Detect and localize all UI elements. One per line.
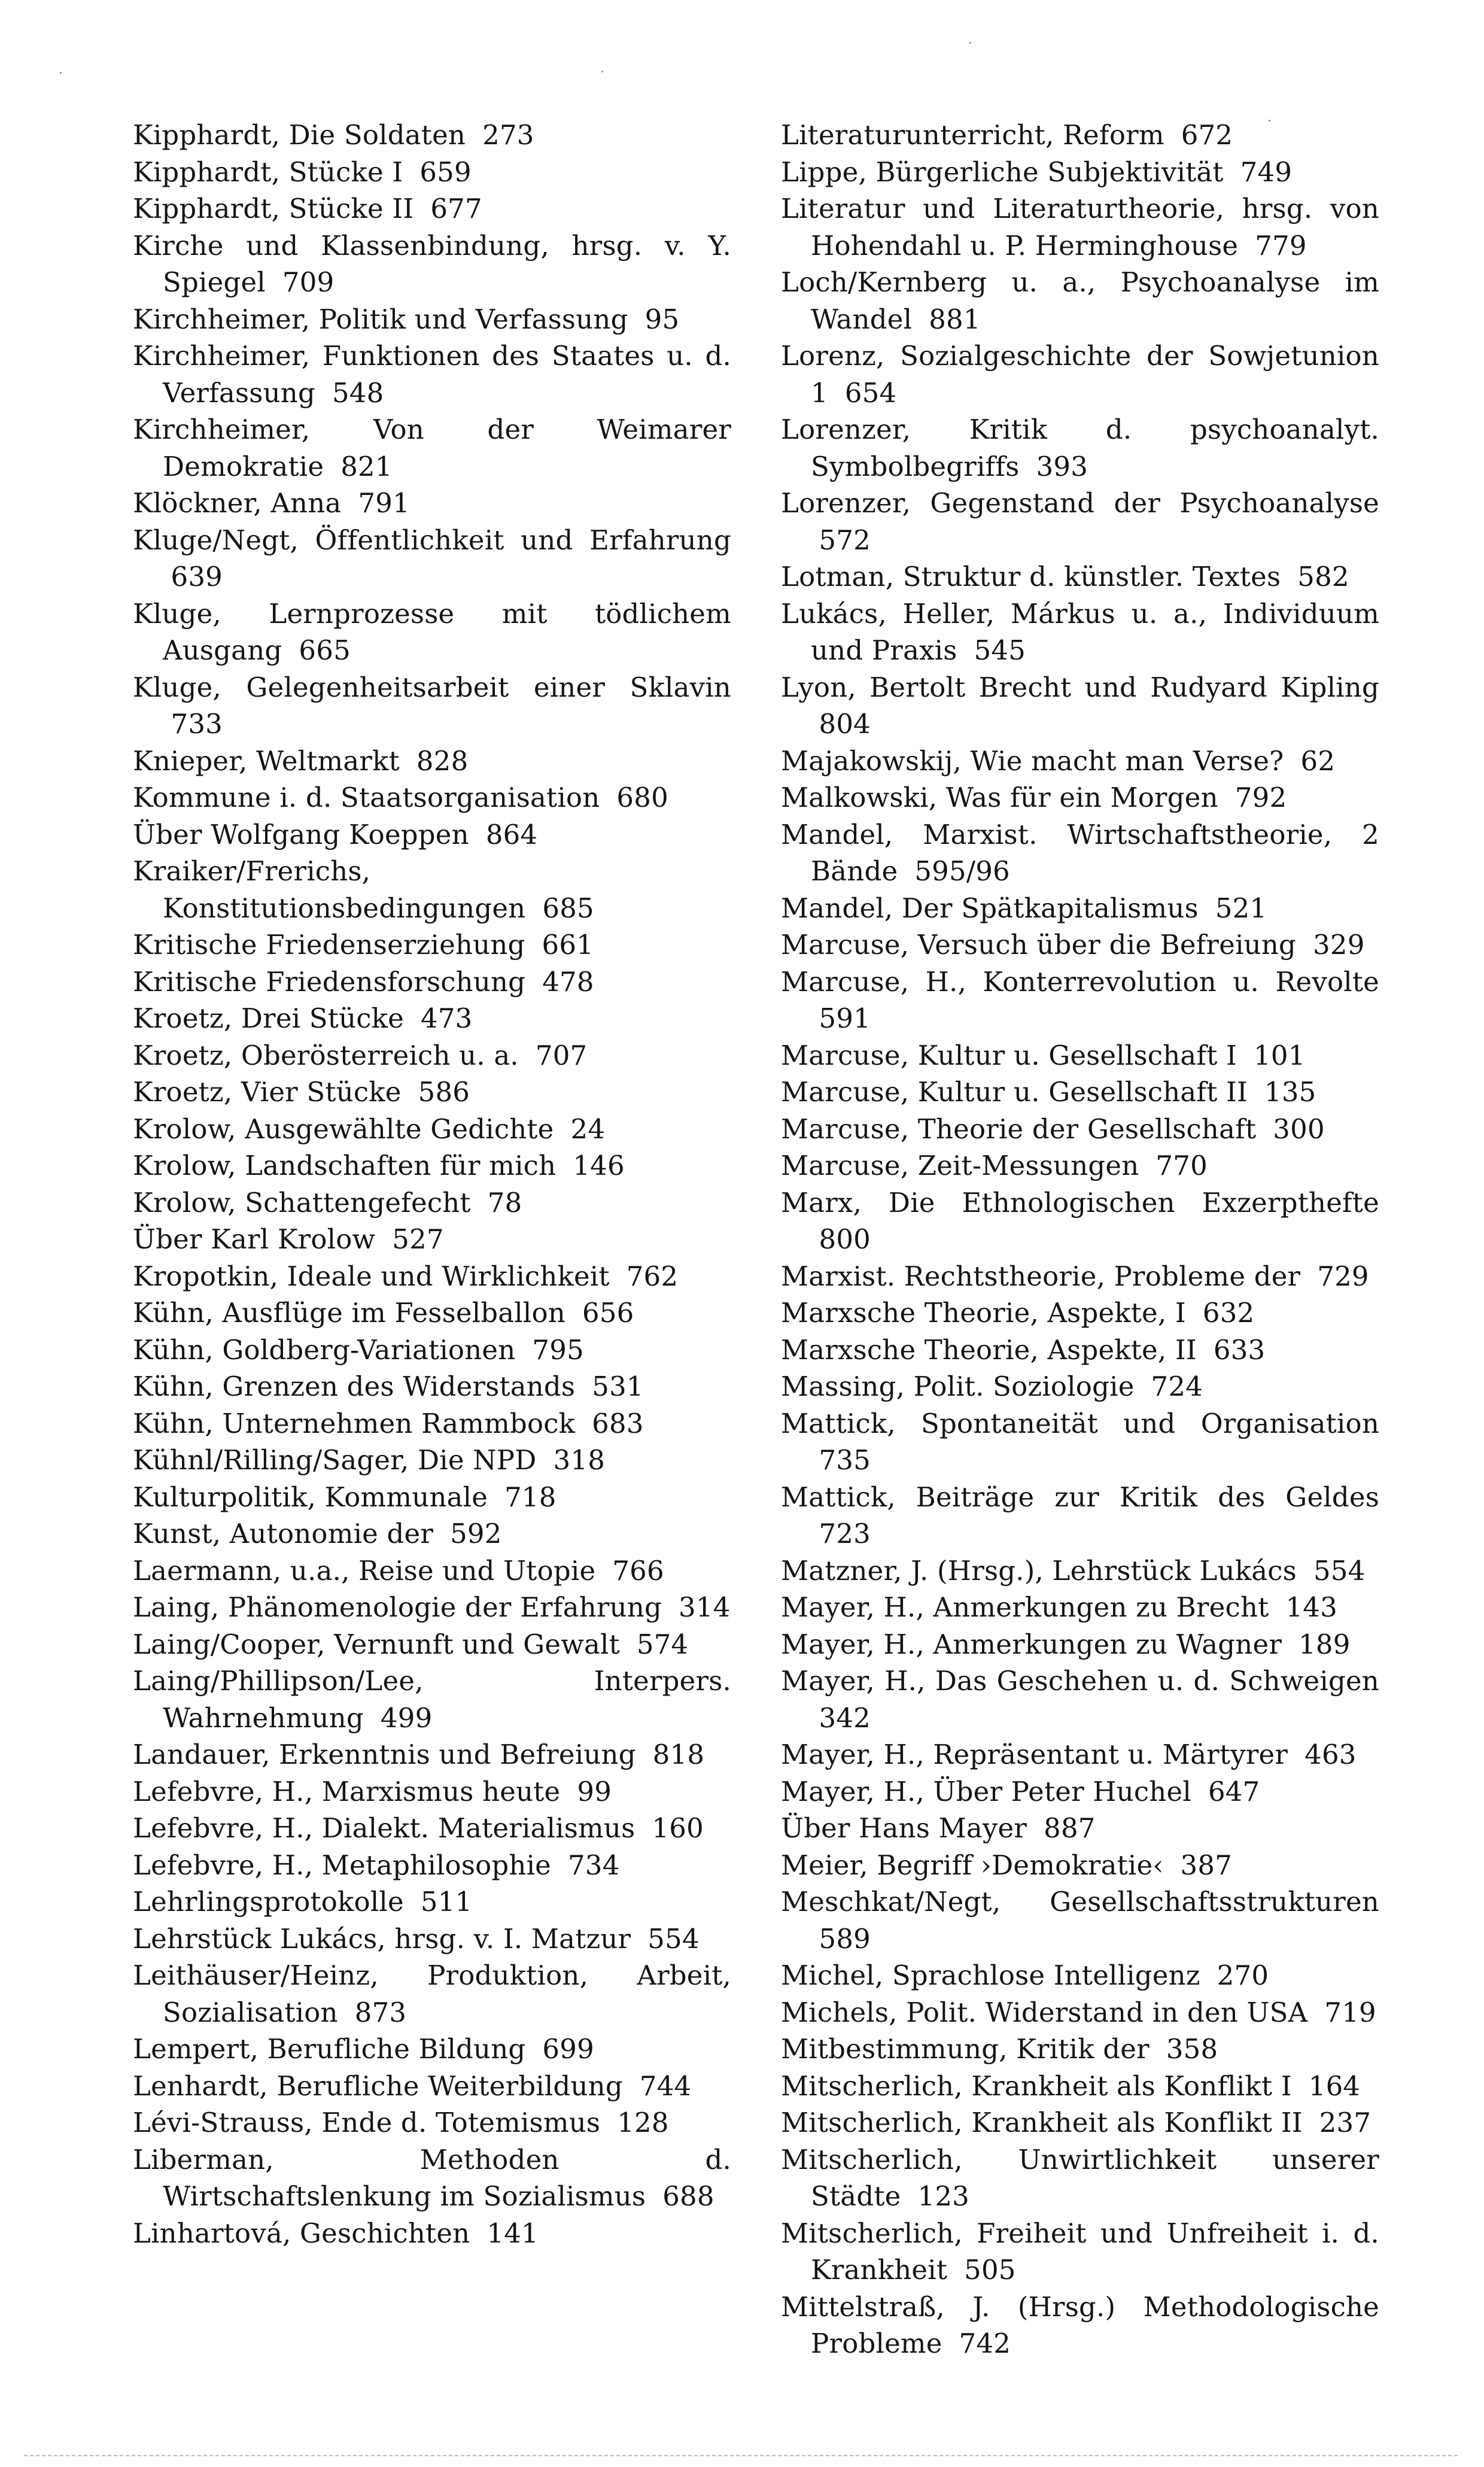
index-entry [781,1736,1379,1773]
entry-title: Kühn, Ausflüge im Fesselballon [133,1297,565,1329]
entry-title: Mattick, Spontaneität und Organisation [781,1407,1379,1439]
index-entry [133,779,731,816]
entry-page-number: 659 [419,156,472,188]
entry-title: Mayer, H., Anmerkungen zu Brecht [781,1591,1269,1623]
entry-title: Kunst, Autonomie der [133,1518,434,1550]
entry-page-number: 592 [450,1518,502,1550]
paper-speck [60,72,62,74]
index-entry [781,1994,1379,2031]
entry-page-number: 582 [1297,561,1349,593]
entry-page-number: 654 [844,376,897,409]
index-entry [133,1552,731,1590]
index-entry [781,485,1379,558]
entry-page-number: 521 [1215,892,1267,924]
entry-title: Mitscherlich, Krankheit als Konflikt II [781,2107,1303,2138]
entry-page-number: 143 [1285,1591,1337,1623]
index-entry [133,1258,731,1295]
entry-page-number: 545 [974,634,1026,666]
entry-title: Marcuse, Zeit-Messungen [781,1150,1139,1181]
entry-page-number: 123 [917,2180,969,2212]
entry-page-number: 95 [644,303,680,335]
entry-page-number: 273 [482,119,534,151]
entry-page-number: 314 [679,1591,731,1623]
entry-page-number: 680 [616,782,668,813]
index-entry [133,2141,731,2215]
entry-title: Kropotkin, Ideale und Wirklichkeit [133,1260,610,1292]
entry-title: Mitbestimmung, Kritik der [781,2033,1150,2065]
index-entry [133,1626,731,1663]
entry-title: Lorenzer, Gegenstand der Psychoanalyse [781,487,1379,519]
index-entry [133,2031,731,2068]
index-entry [781,1589,1379,1626]
index-entry [133,1810,731,1847]
index-entry [781,669,1379,743]
entry-page-number: 141 [486,2217,539,2249]
entry-title: Über Hans Mayer [781,1812,1027,1844]
entry-page-number: 661 [542,929,594,961]
entry-title: Laing/Phillipson/Lee, Interpers. Wahrnehmung [133,1665,731,1734]
entry-page-number: 734 [568,1849,620,1881]
entry-page-number: 164 [1308,2070,1361,2102]
index-entry [781,1258,1379,1295]
entry-title: Majakowskij, Wie macht man Verse? [781,745,1284,777]
index-entry [781,743,1379,780]
index-entry [133,1663,731,1736]
entry-title: Kroetz, Oberösterreich u. a. [133,1039,519,1071]
entry-page-number: 237 [1319,2107,1372,2138]
entry-title: Lempert, Berufliche Bildung [133,2033,526,2065]
entry-page-number: 554 [1313,1554,1366,1587]
index-entry [133,485,731,522]
index-entry [781,1405,1379,1479]
index-entry [133,964,731,1001]
entry-page-number: 729 [1317,1260,1369,1292]
entry-page-number: 688 [662,2180,714,2212]
entry-title: Lefebvre, H., Dialekt. Materialismus [133,1812,635,1844]
entry-title: Marcuse, Versuch über die Befreiung [781,929,1297,961]
entry-page-number: 800 [819,1223,871,1255]
entry-page-number: 160 [652,1812,704,1844]
entry-title: Mitscherlich, Krankheit als Konflikt I [781,2070,1292,2102]
index-entry [781,2141,1379,2215]
index-entry [781,1957,1379,1994]
entry-page-number: 770 [1155,1150,1208,1181]
entry-page-number: 318 [553,1444,606,1476]
entry-page-number: 586 [418,1076,470,1108]
paper-speck [601,71,603,72]
index-entry [781,2031,1379,2068]
entry-title: Laing, Phänomenologie der Erfahrung [133,1591,662,1623]
entry-page-number: 766 [612,1554,664,1587]
entry-page-number: 665 [299,634,351,666]
index-entry [781,1847,1379,1884]
entry-title: Klöckner, Anna [133,487,342,519]
entry-title: Krolow, Schattengefecht [133,1186,471,1219]
entry-page-number: 499 [380,1702,433,1734]
entry-page-number: 699 [542,2033,594,2065]
index-entry [781,1810,1379,1847]
index-entry [781,1663,1379,1736]
entry-page-number: 473 [420,1002,473,1034]
entry-page-number: 791 [358,487,410,519]
entry-page-number: 724 [1151,1371,1203,1402]
entry-page-number: 881 [929,303,981,335]
index-entry [133,1736,731,1773]
entry-page-number: 329 [1313,929,1365,961]
entry-title: Marcuse, H., Konterrevolution u. Revolte [781,965,1379,998]
entry-page-number: 270 [1217,1959,1269,1991]
entry-title: Literaturunterricht, Reform [781,119,1164,151]
entry-title: Landauer, Erkenntnis und Befreiung [133,1739,636,1770]
index-column-left [133,117,731,2252]
entry-page-number: 633 [1213,1333,1266,1366]
index-entry [133,743,731,780]
index-entry [133,1332,731,1369]
entry-page-number: 647 [1208,1775,1260,1807]
entry-page-number: 744 [639,2070,692,2102]
entry-title: Kluge/Negt, Öffentlichkeit und Erfahrung [133,524,731,556]
entry-page-number: 574 [636,1628,689,1660]
index-entry [781,2289,1379,2362]
scan-edge-rule [24,2455,1460,2456]
entry-page-number: 762 [626,1260,679,1292]
entry-title: Kirchheimer, Politik und Verfassung [133,303,628,335]
entry-title: Marxsche Theorie, Aspekte, I [781,1297,1186,1329]
index-entry [133,1147,731,1184]
index-entry [133,411,731,485]
index-entry [133,301,731,338]
index-entry [781,816,1379,890]
index-entry [133,338,731,411]
entry-page-number: 818 [652,1739,705,1770]
index-entry [133,1000,731,1037]
index-entry [781,264,1379,338]
entry-page-number: 632 [1202,1297,1255,1329]
entry-title: Mitscherlich, Freiheit und Unfreiheit i. d. Krankheit [781,2217,1379,2286]
index-entry [133,190,731,227]
entry-title: Liberman, Methoden d. Wirtschaftslenkung im Sozialismus [133,2143,731,2212]
index-entry [781,2068,1379,2105]
entry-title: Kritische Friedenserziehung [133,929,525,961]
index-entry [133,1883,731,1921]
entry-page-number: 101 [1254,1039,1306,1071]
entry-page-number: 478 [542,965,594,998]
entry-title: Lippe, Bürgerliche Subjektivität [781,156,1224,188]
entry-page-number: 828 [416,745,469,777]
entry-title: Kirchheimer, Von der Weimarer Demokratie [133,414,731,482]
entry-page-number: 527 [392,1223,444,1255]
index-entry [781,190,1379,264]
index-entry [781,1883,1379,1957]
entry-title: Linhartová, Geschichten [133,2217,470,2249]
entry-page-number: 511 [420,1886,473,1918]
entry-title: Marcuse, Kultur u. Gesellschaft I [781,1039,1237,1071]
index-entry [133,1368,731,1405]
index-entry [133,853,731,926]
index-entry [781,1295,1379,1332]
entry-page-number: 591 [819,1002,871,1034]
entry-page-number: 62 [1300,745,1336,777]
index-entry [133,1295,731,1332]
index-entry [133,1847,731,1884]
index-entry [133,1111,731,1148]
entry-title: Kühn, Unternehmen Rammbock [133,1407,576,1439]
entry-title: Kommune i. d. Staatsorganisation [133,782,600,813]
entry-page-number: 358 [1166,2033,1218,2065]
entry-page-number: 24 [570,1113,606,1145]
index-entry [781,411,1379,485]
index-entry [781,596,1379,669]
entry-page-number: 821 [340,450,393,482]
entry-title: Kluge, Gelegenheitsarbeit einer Sklavin [133,671,731,703]
entry-title: Mayer, H., Anmerkungen zu Wagner [781,1628,1282,1660]
index-entry [781,2104,1379,2141]
index-entry [781,1773,1379,1810]
entry-page-number: 779 [1255,229,1307,262]
index-entry [133,1221,731,1258]
index-entry [781,2215,1379,2289]
index-entry [133,816,731,853]
entry-title: Lorenzer, Kritik d. psychoanalyt. Symbolbegriffs [781,414,1379,482]
entry-page-number: 572 [819,524,871,556]
index-entry [781,154,1379,191]
entry-page-number: 707 [535,1039,588,1071]
entry-title: Mattick, Beiträge zur Kritik des Geldes [781,1481,1379,1513]
entry-title: Marxist. Rechtstheorie, Probleme der [781,1260,1301,1292]
entry-page-number: 735 [819,1444,871,1476]
entry-title: Lehrlingsprotokolle [133,1886,404,1918]
entry-page-number: 742 [959,2328,1011,2359]
index-entry [133,2068,731,2105]
index-column-right [781,117,1379,2362]
entry-title: Kraiker/Frerichs, Konstitutionsbedingungen [133,855,526,924]
index-entry [133,2104,731,2141]
entry-page-number: 718 [504,1481,556,1513]
index-entry [133,926,731,964]
entry-page-number: 505 [964,2254,1016,2286]
index-entry [133,1074,731,1111]
entry-page-number: 795 [532,1333,584,1366]
index-entry [781,1111,1379,1148]
entry-title: Marx, Die Ethnologischen Exzerpthefte [781,1186,1379,1219]
entry-page-number: 189 [1298,1628,1351,1660]
entry-title: Lukács, Heller, Márkus u. a., Individuum und Praxis [781,597,1379,666]
entry-page-number: 723 [819,1518,871,1550]
entry-page-number: 685 [542,892,594,924]
entry-title: Matzner, J. (Hrsg.), Lehrstück Lukács [781,1554,1297,1587]
entry-title: Malkowski, Was für ein Morgen [781,782,1218,813]
index-entry [133,1773,731,1810]
entry-title: Mayer, H., Das Geschehen u. d. Schweigen [781,1665,1379,1697]
entry-title: Meschkat/Negt, Gesellschaftsstrukturen [781,1886,1379,1918]
index-entry [781,338,1379,411]
index-entry [781,558,1379,596]
entry-title: Laing/Cooper, Vernunft und Gewalt [133,1628,620,1660]
index-entry [781,1368,1379,1405]
entry-page-number: 719 [1324,1996,1376,2028]
entry-page-number: 128 [617,2107,669,2138]
entry-title: Kroetz, Drei Stücke [133,1002,404,1034]
entry-page-number: 589 [819,1922,871,1955]
index-entry [133,1405,731,1442]
entry-title: Lorenz, Sozialgeschichte der Sowjetunion 1 [781,340,1379,409]
index-entry [133,1515,731,1552]
entry-title: Marcuse, Theorie der Gesellschaft [781,1113,1257,1145]
index-entry [781,117,1379,154]
entry-page-number: 342 [819,1702,871,1734]
index-entry [133,154,731,191]
index-entry [781,1074,1379,1111]
index-entry [133,1442,731,1479]
index-entry [133,1479,731,1516]
entry-title: Kirche und Klassenbindung, hrsg. v. Y. Spiegel [133,229,731,298]
index-entry [781,1626,1379,1663]
index-entry [133,669,731,743]
index-entry [133,117,731,154]
entry-title: Kulturpolitik, Kommunale [133,1481,488,1513]
entry-title: Mayer, H., Repräsentant u. Märtyrer [781,1739,1288,1770]
entry-title: Über Karl Krolow [133,1223,376,1255]
paper-speck [1269,120,1270,121]
entry-title: Knieper, Weltmarkt [133,745,400,777]
index-entry [781,1332,1379,1369]
entry-title: Marxsche Theorie, Aspekte, II [781,1333,1197,1366]
entry-title: Michels, Polit. Widerstand in den USA [781,1996,1308,2028]
entry-title: Kipphardt, Die Soldaten [133,119,466,151]
index-entry [781,890,1379,927]
entry-title: Kühn, Goldberg-Variationen [133,1333,516,1366]
index-entry [781,1184,1379,1258]
entry-title: Kühn, Grenzen des Widerstands [133,1371,576,1402]
index-entry [781,1479,1379,1552]
index-entry [133,1589,731,1626]
entry-title: Mitscherlich, Unwirtlichkeit unserer Städte [781,2143,1379,2212]
index-entry [133,2215,731,2252]
entry-page-number: 595/96 [914,855,1010,887]
entry-title: Lévi-Strauss, Ende d. Totemismus [133,2107,601,2138]
entry-page-number: 393 [1036,450,1088,482]
entry-page-number: 749 [1240,156,1293,188]
entry-title: Kritische Friedensforschung [133,965,526,998]
entry-page-number: 792 [1234,782,1287,813]
entry-page-number: 733 [171,708,223,740]
entry-title: Loch/Kernberg u. a., Psychoanalyse im Wandel [781,266,1379,335]
index-entry [781,1147,1379,1184]
entry-page-number: 300 [1273,1113,1325,1145]
entry-page-number: 873 [354,1996,407,2028]
entry-title: Mayer, H., Über Peter Huchel [781,1775,1191,1807]
index-entry [781,1037,1379,1074]
index-entry [133,596,731,669]
paper-speck [969,42,971,44]
entry-page-number: 463 [1304,1739,1357,1770]
entry-title: Kipphardt, Stücke II [133,193,414,224]
entry-title: Literatur und Literaturtheorie, hrsg. von Hohendahl u. P. Herminghouse [781,193,1379,262]
entry-title: Lehrstück Lukács, hrsg. v. I. Matzur [133,1922,631,1955]
index-entry [133,1957,731,2031]
entry-title: Laermann, u.a., Reise und Utopie [133,1554,596,1587]
entry-page-number: 99 [577,1775,612,1807]
entry-page-number: 656 [582,1297,634,1329]
entry-title: Lefebvre, H., Marxismus heute [133,1775,561,1807]
entry-page-number: 387 [1180,1849,1233,1881]
entry-title: Leithäuser/Heinz, Produktion, Arbeit, Sozialisation [133,1959,731,2028]
entry-page-number: 135 [1264,1076,1316,1108]
entry-page-number: 146 [573,1150,625,1181]
entry-page-number: 677 [430,193,482,224]
entry-page-number: 683 [592,1407,644,1439]
index-entry [133,1921,731,1958]
entry-title: Meier, Begriff ›Demokratie‹ [781,1849,1164,1881]
entry-title: Mandel, Marxist. Wirtschaftstheorie, 2 Bände [781,818,1379,887]
entry-title: Lotman, Struktur d. künstler. Textes [781,561,1281,593]
index-entry [133,1184,731,1222]
entry-title: Michel, Sprachlose Intelligenz [781,1959,1200,1991]
entry-page-number: 887 [1044,1812,1096,1844]
entry-page-number: 548 [332,376,384,409]
entry-title: Marcuse, Kultur u. Gesellschaft II [781,1076,1248,1108]
entry-page-number: 78 [487,1186,522,1219]
index-entry [133,1037,731,1074]
entry-page-number: 554 [647,1922,700,1955]
entry-title: Kipphardt, Stücke I [133,156,403,188]
entry-page-number: 804 [819,708,871,740]
entry-title: Kühnl/Rilling/Sager, Die NPD [133,1444,537,1476]
entry-page-number: 639 [171,561,223,593]
entry-title: Massing, Polit. Soziologie [781,1371,1135,1402]
index-entry [133,227,731,301]
entry-title: Über Wolfgang Koeppen [133,818,469,850]
index-entry [781,779,1379,816]
entry-page-number: 672 [1181,119,1233,151]
index-entry [133,522,731,596]
entry-title: Kroetz, Vier Stücke [133,1076,402,1108]
index-entry [781,1552,1379,1590]
entry-title: Mittelstraß, J. (Hrsg.) Methodologische Probleme [781,2290,1379,2359]
entry-title: Kirchheimer, Funktionen des Staates u. d. Verfassung [133,340,731,409]
index-entry [781,926,1379,964]
entry-page-number: 709 [282,266,334,298]
entry-title: Lenhardt, Berufliche Weiterbildung [133,2070,623,2102]
entry-title: Kluge, Lernprozesse mit tödlichem Ausgang [133,597,731,666]
index-entry [781,964,1379,1037]
entry-title: Lyon, Bertolt Brecht und Rudyard Kipling [781,671,1379,703]
entry-page-number: 864 [485,818,538,850]
entry-page-number: 531 [592,1371,644,1402]
entry-title: Krolow, Ausgewählte Gedichte [133,1113,554,1145]
entry-title: Mandel, Der Spätkapitalismus [781,892,1199,924]
entry-title: Krolow, Landschaften für mich [133,1150,556,1181]
entry-title: Lefebvre, H., Metaphilosophie [133,1849,552,1881]
